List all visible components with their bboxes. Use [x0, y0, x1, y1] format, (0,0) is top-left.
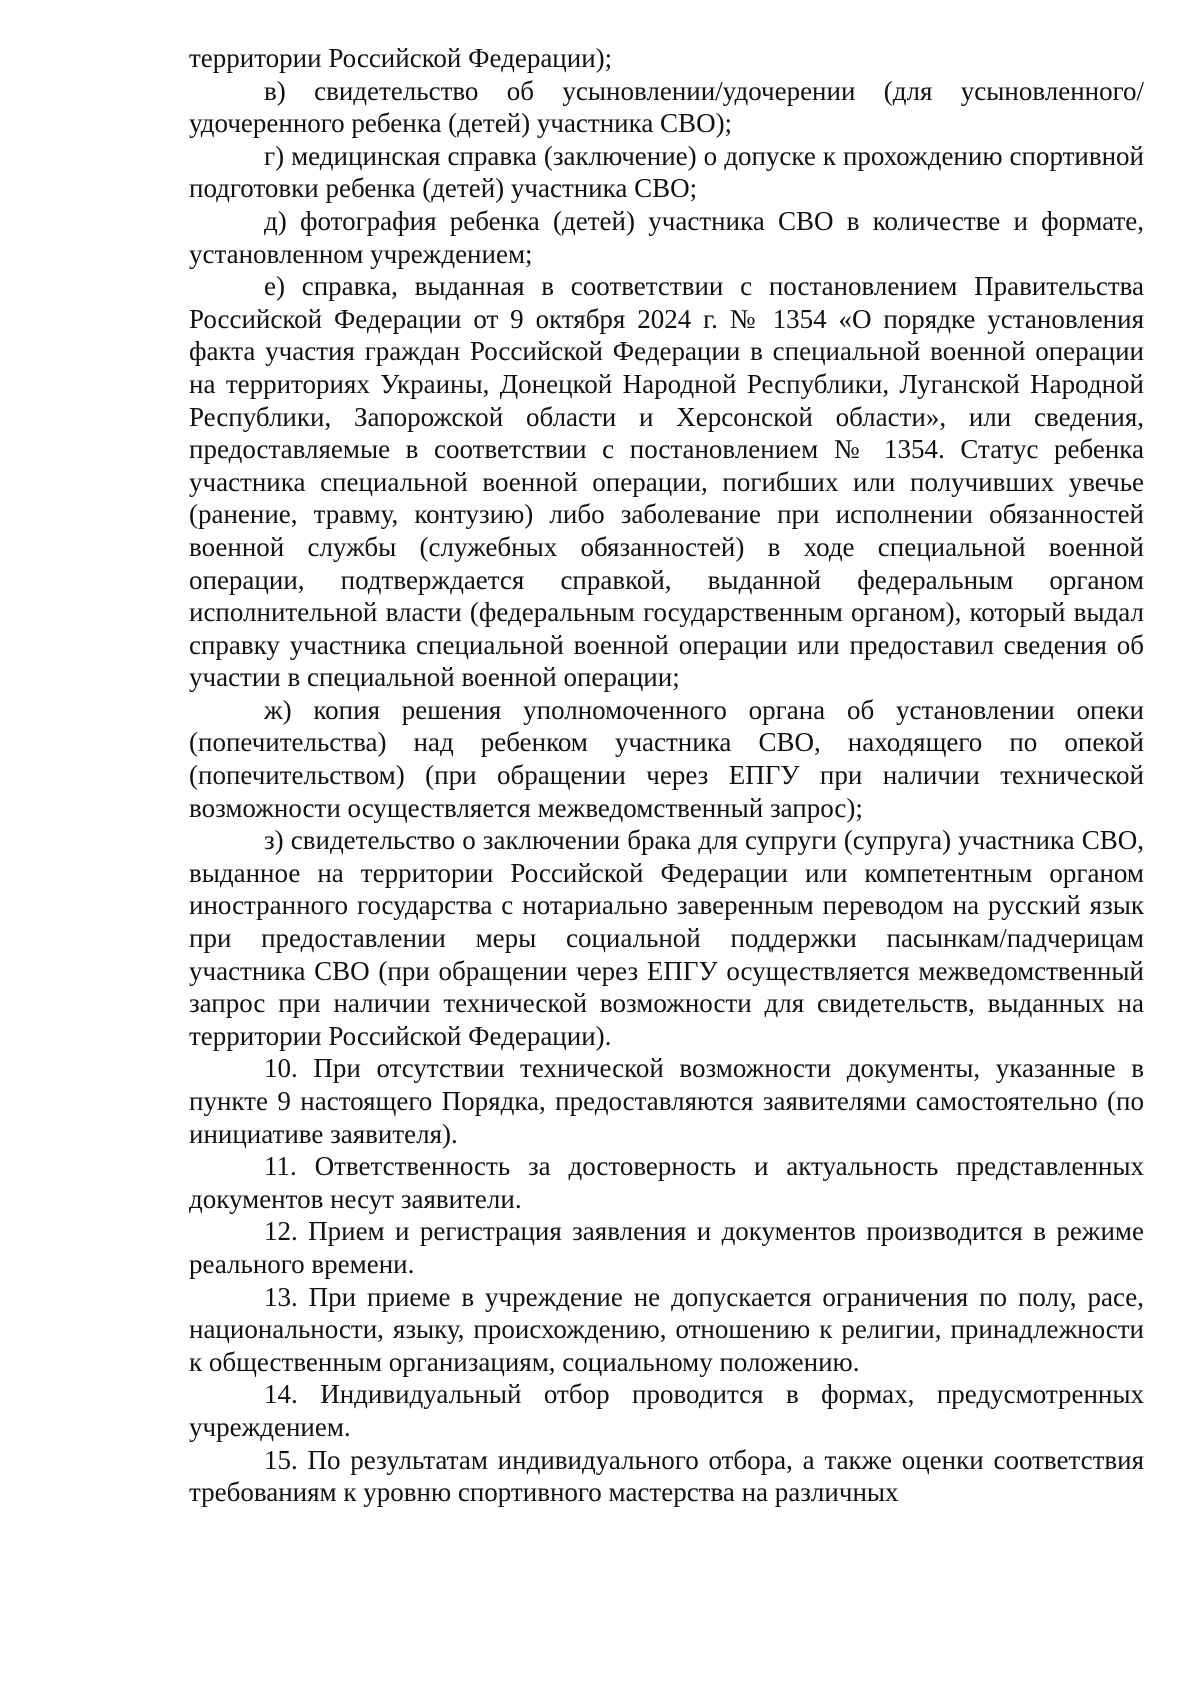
paragraph-item-z: з) свидетельство о заключении брака для супруги (супруга) участника СВО, выданное на территории Российской Федерации или компетентным органом иностранного государства с нотариально заверенным переводом на русский язык при предоставлении меры социальной поддержки пасынкам/падчерицам участника СВО (при обращении через ЕПГУ осуществляется межведомственный запрос при наличии технической возможности для свидетельств, выданных на территории Российской Федерации). [189, 825, 1144, 1051]
document-page [189, 42, 1144, 1509]
paragraph-item-g: г) медицинская справка (заключение) о допуске к прохождению спортивной подготовки ребенка (детей) участника СВО; [189, 140, 1144, 204]
paragraph-continuation: территории Российской Федерации); [189, 43, 613, 73]
paragraph-11: 11. Ответственность за достоверность и актуальность представленных документов несут заявители. [189, 1151, 1144, 1214]
paragraph-10: 10. При отсутствии технической возможности документы, указанные в пункте 9 настоящего Порядка, предоставляются заявителями самостоятельно (по инициативе заявителя). [189, 1053, 1144, 1149]
paragraph-item-d: д) фотография ребенка (детей) участника СВО в количестве и формате, установленном учреждением; [189, 205, 1144, 269]
paragraph-13: 13. При приеме в учреждение не допускается ограничения по полу, расе, национальности, языку, происхождению, отношению к религии, принадлежности к общественным организациям, социальному положению. [189, 1281, 1144, 1377]
paragraph-14: 14. Индивидуальный отбор проводится в формах, предусмотренных учреждением. [189, 1379, 1144, 1442]
paragraph-15: 15. По результатам индивидуального отбора, а также оценки соответствия требованиям к уровню спортивного мастерства на различных [189, 1444, 1144, 1508]
paragraph-item-v: в) свидетельство об усыновлении/удочерении (для усыновленного/удочеренного ребенка (детей) участника СВО); [189, 75, 1144, 139]
paragraph-12: 12. Прием и регистрация заявления и документов производится в режиме реального времени. [189, 1216, 1144, 1279]
paragraph-item-e: е) справка, выданная в соответствии с постановлением Правительства Российской Федерации от 9 октября 2024 г. № 1354 «О порядке установления факта участия граждан Российской Федерации в специальной военной операции на территориях Украины, Донецкой Народной Республики, Луганской Народной Республики, Запорожской области и Херсонской области», или сведения, предоставляемые в соответствии с постановлением № 1354. Статус ребенка участника специальной военной операции, погибших или получивших увечье (ранение, травму, контузию) либо заболевание при исполнении обязанностей военной службы (служебных обязанностей) в ходе специальной военной операции, подтверждается справкой, выданной федеральным органом исполнительной власти (федеральным государственным органом), который выдал справку участника специальной военной операции или предоставил сведения об участии в специальной военной операции; [189, 271, 1144, 693]
paragraph-item-zh: ж) копия решения уполномоченного органа об установлении опеки (попечительства) над ребенком участника СВО, находящего по опекой (попечительством) (при обращении через ЕПГУ при наличии технической возможности осуществляется межведомственный запрос); [189, 694, 1144, 823]
